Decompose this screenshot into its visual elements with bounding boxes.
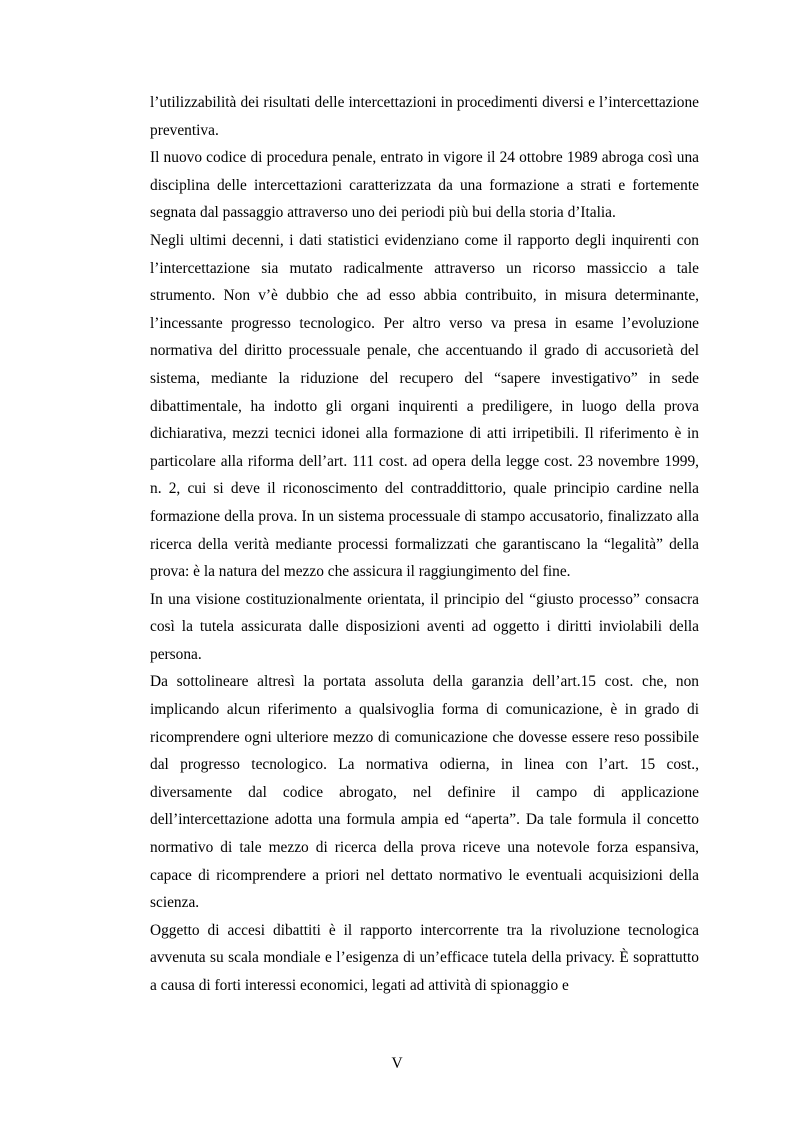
paragraph-statistics: Negli ultimi decenni, i dati statistici evidenziano come il rapporto degli inquirenti con l’intercettazione sia mutato radicalmente attraverso un ricorso massiccio a tale strumento. Non v’è dubbio che ad esso abbia contribuito, in misura determinante, l’incessante progresso tecnologico. Per altro verso va presa in esame l’evoluzione normativa del diritto processuale penale, che accentuando il grado di accusorietà del sistema, mediante la riduzione del recupero del “sapere investigativo” in sede dibattimentale, ha indotto gli organi inquirenti a prediligere, in luogo della prova dichiarativa, mezzi tecnici idonei alla formazione di atti irripetibili. Il riferimento è in particolare alla riforma dell’art. 111 cost. ad opera della legge cost. 23 novembre 1999, n. 2, cui si deve il riconoscimento del contraddittorio, quale principio cardine nella formazione della prova. In un sistema processuale di stampo accusatorio, finalizzato alla ricerca della verità mediante processi formalizzati che garantiscano la “legalità” della prova: è la natura del mezzo che assicura il raggiungimento del fine. bbox=[150, 231, 699, 581]
page-body bbox=[150, 89, 699, 1000]
paragraph-new-code: Il nuovo codice di procedura penale, entrato in vigore il 24 ottobre 1989 abroga così una disciplina delle intercettazioni caratterizzata da una formazione a strati e fortemente segnata dal passaggio attraverso uno dei periodi più bui della storia d’Italia. bbox=[150, 149, 699, 222]
paragraph-continuation: l’utilizzabilità dei risultati delle intercettazioni in procedimenti diversi e l’intercettazione preventiva. bbox=[150, 94, 699, 139]
paragraph-art15: Da sottolineare altresì la portata assoluta della garanzia dell’art.15 cost. che, non implicando alcun riferimento a qualsivoglia forma di comunicazione, è in grado di ricomprendere ogni ulteriore mezzo di comunicazione che dovesse essere reso possibile dal progresso tecnologico. La normativa odierna, in linea con l’art. 15 cost., diversamente dal codice abrogato, nel definire il campo di applicazione dell’intercettazione adotta una formula ampia ed “aperta”. Da tale formula il concetto normativo di tale mezzo di ricerca della prova riceve una notevole forza espansiva, capace di ricomprendere a priori nel dettato normativo le eventuali acquisizioni della scienza. bbox=[150, 673, 699, 912]
paragraph-privacy: Oggetto di accesi dibattiti è il rapporto intercorrente tra la rivoluzione tecnologica avvenuta su scala mondiale e l’esigenza di un’efficace tutela della privacy. È soprattutto a causa di forti interessi economici, legati ad attività di spionaggio e bbox=[150, 921, 699, 994]
page-number: V bbox=[391, 1055, 403, 1072]
paragraph-giusto-processo: In una visione costituzionalmente orientata, il principio del “giusto processo” consacra così la tutela assicurata dalle disposizioni aventi ad oggetto i diritti inviolabili della persona. bbox=[150, 590, 699, 663]
